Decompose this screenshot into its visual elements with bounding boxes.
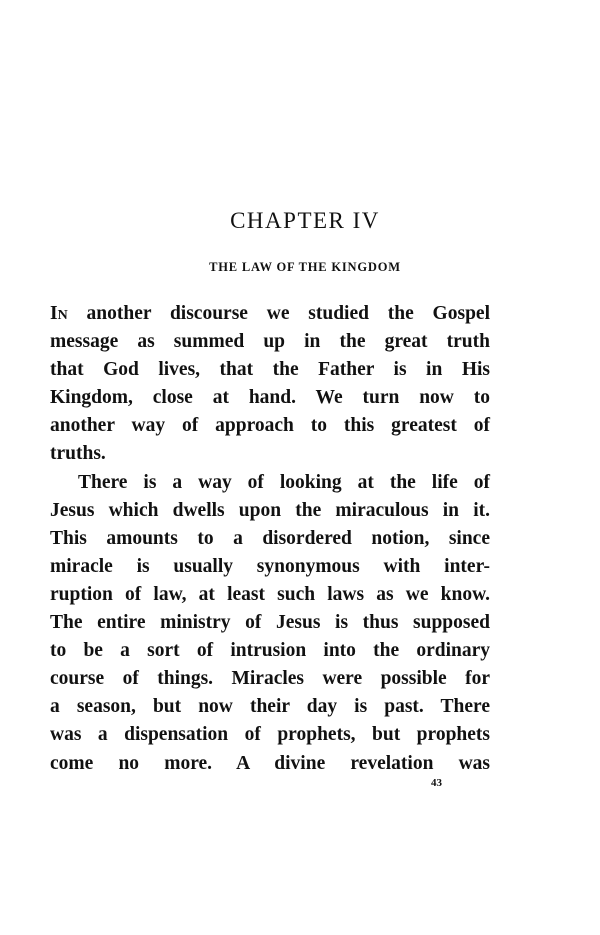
text-line: truths. (50, 443, 106, 465)
text-line: was a dispensation of prophets, but prophets (50, 724, 490, 746)
text-line: There is a way of looking at the life of (78, 471, 490, 493)
chapter-heading: CHAPTER IV (230, 208, 380, 233)
text-line: The entire ministry of Jesus is thus supposed (50, 612, 490, 634)
text-line (50, 300, 490, 328)
small-caps: N (57, 308, 68, 323)
drop-initial: I (50, 303, 58, 324)
text-line: come no more. A divine revelation was (50, 752, 490, 774)
text-line: miracle is usually synonymous with inter- (50, 555, 490, 577)
text-line: a season, but now their day is past. There (50, 696, 490, 718)
chapter-title: THE LAW OF THE KINGDOM (209, 260, 401, 274)
text-line: course of things. Miracles were possible for (50, 668, 490, 690)
text-line: Kingdom, close at hand. We turn now to (50, 387, 490, 409)
body-text (50, 300, 490, 778)
text-line: that God lives, that the Father is in His (50, 359, 490, 381)
text-line: another way of approach to this greatest of (50, 415, 490, 437)
text-line: Jesus which dwells upon the miraculous in it. (50, 499, 490, 521)
text-line: message as summed up in the great truth (50, 331, 490, 353)
text-line: to be a sort of intrusion into the ordinary (50, 640, 490, 662)
text-line: ruption of law, at least such laws as we know. (50, 583, 490, 605)
line-text: another discourse we studied the Gospel (67, 303, 490, 324)
text-line: This amounts to a disordered notion, since (50, 527, 490, 549)
page-number: 43 (431, 777, 442, 789)
